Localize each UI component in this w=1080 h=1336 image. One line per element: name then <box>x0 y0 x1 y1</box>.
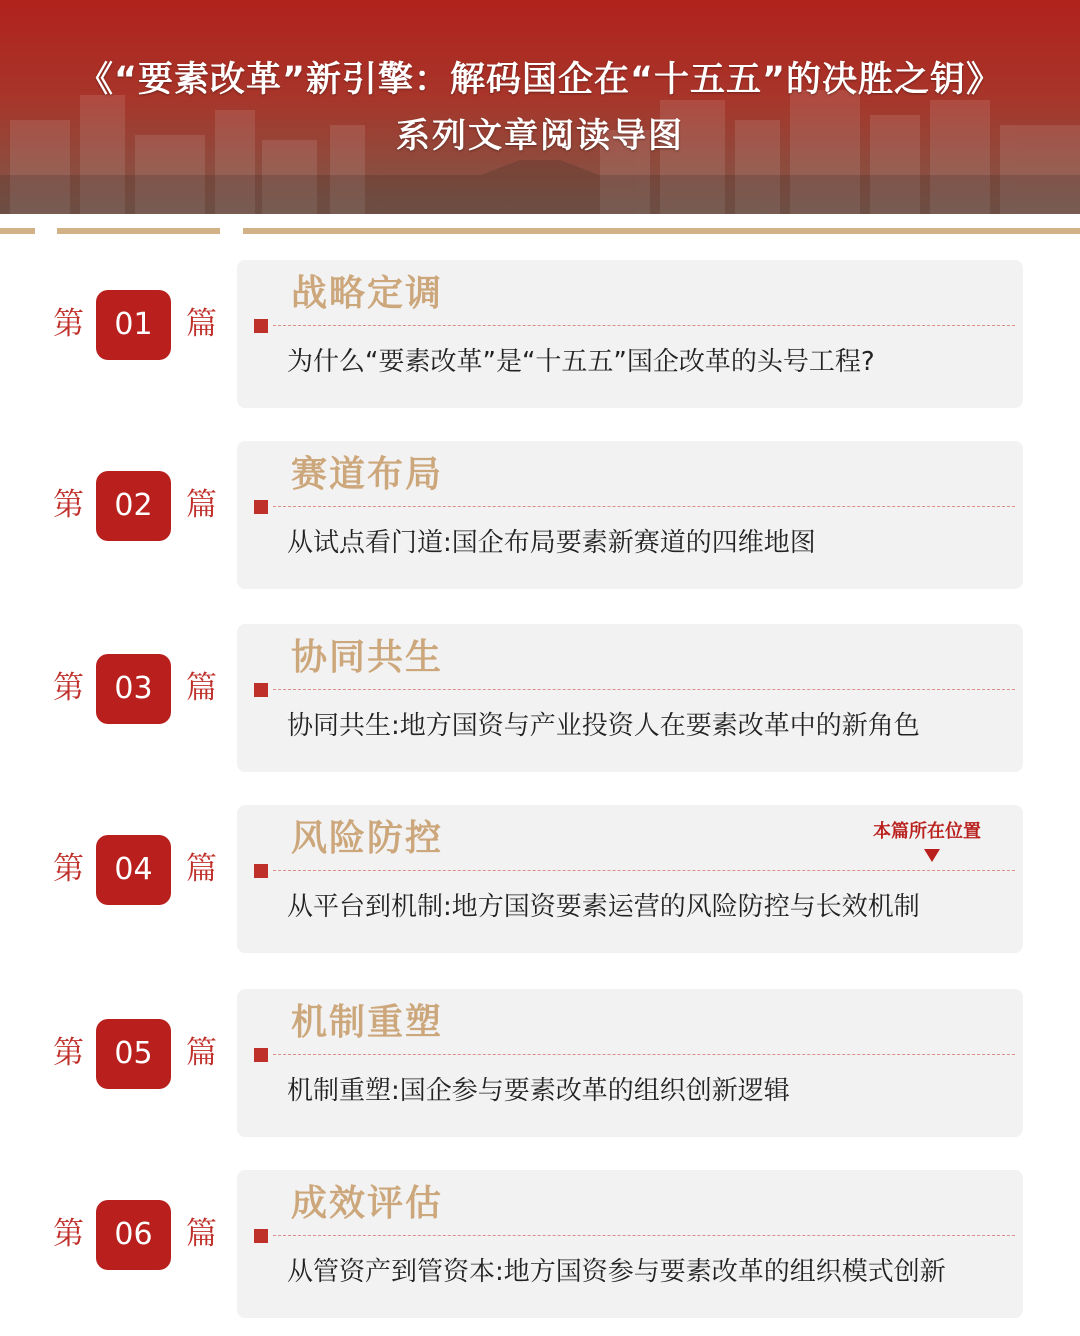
dashed-divider <box>273 1235 1015 1236</box>
article-prefix: 第 <box>53 1216 84 1252</box>
article-suffix: 篇 <box>186 1035 217 1071</box>
dashed-divider <box>273 689 1015 690</box>
article-number-badge: 03 <box>96 654 171 724</box>
article-subtitle: 从平台到机制:地方国资要素运营的风险防控与长效机制 <box>287 892 920 922</box>
divider-segment-1 <box>0 228 35 234</box>
divider-segment-2 <box>57 228 220 234</box>
article-row-2[interactable] <box>0 441 1080 589</box>
article-row-4[interactable] <box>0 805 1080 953</box>
dashed-divider <box>273 1054 1015 1055</box>
article-title: 战略定调 <box>291 273 444 314</box>
current-position-label: 本篇所在位置 <box>873 821 981 842</box>
article-row-3[interactable] <box>0 624 1080 772</box>
bullet-square-icon <box>254 500 268 514</box>
article-prefix: 第 <box>53 306 84 342</box>
article-card[interactable] <box>237 989 1023 1137</box>
article-subtitle: 机制重塑:国企参与要素改革的组织创新逻辑 <box>287 1076 790 1106</box>
article-title: 机制重塑 <box>291 1002 444 1043</box>
series-subtitle: 系列文章阅读导图 <box>396 116 684 156</box>
down-arrow-icon <box>924 849 940 862</box>
article-card[interactable] <box>237 260 1023 408</box>
article-number-badge: 02 <box>96 471 171 541</box>
article-suffix: 篇 <box>186 670 217 706</box>
article-prefix: 第 <box>53 670 84 706</box>
article-row-5[interactable] <box>0 989 1080 1137</box>
article-suffix: 篇 <box>186 851 217 887</box>
series-title: 《“要素改革”新引擎：解码国企在“十五五”的决胜之钥》 <box>77 60 1002 100</box>
city-skyline-background <box>0 0 1080 214</box>
article-prefix: 第 <box>53 851 84 887</box>
dashed-divider <box>273 506 1015 507</box>
divider-segment-3 <box>243 228 1080 234</box>
article-subtitle: 从试点看门道:国企布局要素新赛道的四维地图 <box>287 528 816 558</box>
article-prefix: 第 <box>53 487 84 523</box>
article-title: 成效评估 <box>291 1183 444 1224</box>
dashed-divider <box>273 325 1015 326</box>
bullet-square-icon <box>254 1229 268 1243</box>
bullet-square-icon <box>254 864 268 878</box>
article-number-badge: 01 <box>96 290 171 360</box>
article-number-badge: 05 <box>96 1019 171 1089</box>
article-subtitle: 协同共生:地方国资与产业投资人在要素改革中的新角色 <box>287 711 920 741</box>
bullet-square-icon <box>254 683 268 697</box>
article-suffix: 篇 <box>186 487 217 523</box>
article-subtitle: 为什么“要素改革”是“十五五”国企改革的头号工程? <box>287 347 875 377</box>
article-prefix: 第 <box>53 1035 84 1071</box>
article-row-1[interactable] <box>0 260 1080 408</box>
bullet-square-icon <box>254 319 268 333</box>
article-card[interactable] <box>237 1170 1023 1318</box>
article-suffix: 篇 <box>186 1216 217 1252</box>
header-banner <box>0 0 1080 214</box>
article-card[interactable] <box>237 441 1023 589</box>
article-title: 风险防控 <box>291 818 444 859</box>
article-card[interactable] <box>237 624 1023 772</box>
article-title: 赛道布局 <box>291 454 444 495</box>
article-card-current[interactable] <box>237 805 1023 953</box>
article-title: 协同共生 <box>291 637 444 678</box>
article-number-badge: 06 <box>96 1200 171 1270</box>
dashed-divider <box>273 870 1015 871</box>
article-subtitle: 从管资产到管资本:地方国资参与要素改革的组织模式创新 <box>287 1257 946 1287</box>
article-number-badge: 04 <box>96 835 171 905</box>
bullet-square-icon <box>254 1048 268 1062</box>
article-row-6[interactable] <box>0 1170 1080 1318</box>
article-suffix: 篇 <box>186 306 217 342</box>
